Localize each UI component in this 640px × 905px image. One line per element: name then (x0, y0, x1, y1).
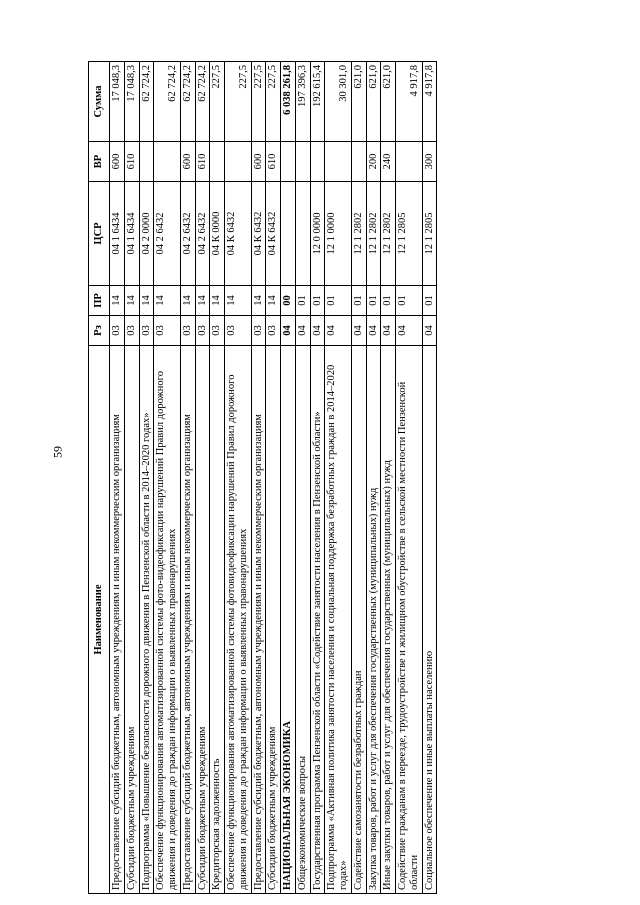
cell-sum: 4 917,8 (422, 62, 437, 142)
cell-name: Содействие гражданам в переезде, трудоустройстве и жилищном обустройстве в сельской местности Пензенской области (396, 346, 423, 894)
cell-rz: 03 (154, 316, 181, 346)
cell-name: Государственная программа Пензенской области «Содействие занятости населения в Пензенской области» (310, 346, 325, 894)
cell-sum: 62 724,2 (195, 62, 210, 142)
cell-pr: 01 (396, 286, 423, 316)
cell-sum: 621,0 (351, 62, 366, 142)
cell-sum: 227,5 (210, 62, 225, 142)
cell-rz: 04 (366, 316, 381, 346)
cell-rz: 04 (325, 316, 352, 346)
cell-name: Содействие самозанятости безработных граждан (351, 346, 366, 894)
cell-pr: 14 (110, 286, 125, 316)
table-row (281, 62, 296, 894)
cell-rz: 03 (110, 316, 125, 346)
cell-csr: 12 1 2805 (396, 182, 423, 286)
table-row (381, 62, 396, 894)
cell-name: НАЦИОНАЛЬНАЯ ЭКОНОМИКА (281, 346, 296, 894)
cell-rz: 03 (180, 316, 195, 346)
cell-vr (225, 142, 252, 182)
table-row (225, 62, 252, 894)
table-row (139, 62, 154, 894)
cell-pr: 01 (295, 286, 310, 316)
cell-pr: 14 (124, 286, 139, 316)
header-name: Наименование (89, 346, 110, 894)
cell-name: Подпрограмма «Активная политика занятости населения и социальная поддержка безработных граждан в 2014–2020 годах» (325, 346, 352, 894)
budget-table-sheet (88, 62, 566, 894)
table-row (110, 62, 125, 894)
cell-name: Общеэкономические вопросы (295, 346, 310, 894)
header-vr: ВР (89, 142, 110, 182)
cell-rz: 04 (396, 316, 423, 346)
cell-rz: 04 (281, 316, 296, 346)
table-row (366, 62, 381, 894)
cell-vr: 300 (422, 142, 437, 182)
cell-rz: 04 (422, 316, 437, 346)
cell-name: Иные закупки товаров, работ и услуг для обеспечения государственных (муниципальных) нужд (381, 346, 396, 894)
cell-csr: 04 К 0000 (210, 182, 225, 286)
table-row (180, 62, 195, 894)
table-header-row (89, 62, 110, 894)
cell-pr: 01 (310, 286, 325, 316)
cell-csr: 04 1 6434 (124, 182, 139, 286)
cell-name: Обеспечение функционирования автоматизированной системы фото-видеофиксации нарушений Правил дорожного движения и доведения до граждан информации о выявленных правонарушениях (154, 346, 181, 894)
cell-sum: 621,0 (366, 62, 381, 142)
cell-vr: 600 (110, 142, 125, 182)
cell-name: Подпрограмма «Повышение безопасности дорожного движения в Пензенской области в 2014–2020 годах» (139, 346, 154, 894)
cell-pr: 14 (139, 286, 154, 316)
cell-vr (210, 142, 225, 182)
cell-vr: 610 (266, 142, 281, 182)
cell-vr (154, 142, 181, 182)
table-row (396, 62, 423, 894)
header-pr: ПР (89, 286, 110, 316)
cell-sum: 17 048,3 (124, 62, 139, 142)
cell-pr: 14 (180, 286, 195, 316)
cell-sum: 62 724,2 (180, 62, 195, 142)
cell-rz: 04 (295, 316, 310, 346)
cell-name: Предоставление субсидий бюджетным, автономным учреждениям и иным некоммерческим организациям (110, 346, 125, 894)
cell-csr: 04 2 6432 (154, 182, 181, 286)
cell-rz: 04 (351, 316, 366, 346)
cell-vr (295, 142, 310, 182)
cell-pr: 01 (422, 286, 437, 316)
cell-vr (396, 142, 423, 182)
cell-csr: 04 К 6432 (266, 182, 281, 286)
cell-csr: 04 К 6432 (251, 182, 266, 286)
header-csr: ЦСР (89, 182, 110, 286)
cell-pr: 00 (281, 286, 296, 316)
cell-csr: 12 1 2802 (366, 182, 381, 286)
cell-rz: 04 (310, 316, 325, 346)
cell-sum: 4 917,8 (396, 62, 423, 142)
cell-vr: 610 (195, 142, 210, 182)
cell-csr: 12 1 2802 (381, 182, 396, 286)
cell-pr: 01 (325, 286, 352, 316)
cell-pr: 14 (251, 286, 266, 316)
cell-sum: 192 615,4 (310, 62, 325, 142)
cell-vr (281, 142, 296, 182)
cell-rz: 03 (124, 316, 139, 346)
cell-sum: 227,5 (225, 62, 252, 142)
cell-name: Субсидии бюджетным учреждениям (195, 346, 210, 894)
table-row (210, 62, 225, 894)
cell-vr (310, 142, 325, 182)
cell-vr: 240 (381, 142, 396, 182)
cell-name: Предоставление субсидий бюджетным, автономным учреждениям и иным некоммерческим организациям (251, 346, 266, 894)
cell-rz: 03 (251, 316, 266, 346)
cell-csr: 12 1 0000 (325, 182, 352, 286)
cell-pr: 14 (266, 286, 281, 316)
cell-name: Предоставление субсидий бюджетным, автономным учреждениям и иным некоммерческим организациям (180, 346, 195, 894)
cell-vr: 600 (180, 142, 195, 182)
cell-name: Кредиторская задолженность (210, 346, 225, 894)
table-row (195, 62, 210, 894)
cell-pr: 01 (381, 286, 396, 316)
cell-sum: 621,0 (381, 62, 396, 142)
cell-csr: 12 0 0000 (310, 182, 325, 286)
cell-sum: 30 301,0 (325, 62, 352, 142)
cell-vr (325, 142, 352, 182)
table-row (154, 62, 181, 894)
cell-rz: 03 (225, 316, 252, 346)
cell-csr (295, 182, 310, 286)
cell-pr: 01 (366, 286, 381, 316)
table-row (266, 62, 281, 894)
cell-vr (139, 142, 154, 182)
cell-pr: 14 (225, 286, 252, 316)
cell-pr: 14 (210, 286, 225, 316)
cell-csr: 12 1 2805 (422, 182, 437, 286)
cell-rz: 03 (139, 316, 154, 346)
header-sum: Сумма (89, 62, 110, 142)
table-row (325, 62, 352, 894)
cell-csr: 04 2 6432 (180, 182, 195, 286)
cell-sum: 227,5 (266, 62, 281, 142)
cell-csr: 04 К 6432 (225, 182, 252, 286)
cell-sum: 62 724,2 (139, 62, 154, 142)
cell-csr: 04 1 6434 (110, 182, 125, 286)
cell-name: Субсидии бюджетным учреждениям (124, 346, 139, 894)
cell-name: Закупка товаров, работ и услуг для обеспечения государственных (муниципальных) нужд (366, 346, 381, 894)
table-row (251, 62, 266, 894)
cell-rz: 03 (195, 316, 210, 346)
cell-name: Обеспечение функционирования автоматизированной системы фотовидеофиксации нарушений Правил дорожного движения и доведения до граждан информации о выявленных правонарушениях (225, 346, 252, 894)
cell-rz: 03 (210, 316, 225, 346)
table-row (124, 62, 139, 894)
budget-table (88, 61, 437, 894)
cell-csr: 04 2 0000 (139, 182, 154, 286)
cell-sum: 227,5 (251, 62, 266, 142)
cell-pr: 14 (154, 286, 181, 316)
cell-vr: 610 (124, 142, 139, 182)
cell-vr (351, 142, 366, 182)
table-row (310, 62, 325, 894)
table-row (295, 62, 310, 894)
cell-sum: 62 724,2 (154, 62, 181, 142)
cell-csr: 04 2 6432 (195, 182, 210, 286)
table-row (422, 62, 437, 894)
table-body (110, 62, 437, 894)
cell-name: Субсидии бюджетным учреждениям (266, 346, 281, 894)
cell-csr: 12 1 2802 (351, 182, 366, 286)
cell-vr: 200 (366, 142, 381, 182)
cell-vr: 600 (251, 142, 266, 182)
table-row (351, 62, 366, 894)
cell-pr: 01 (351, 286, 366, 316)
page-number: 59 (50, 446, 65, 458)
cell-sum: 197 396,3 (295, 62, 310, 142)
cell-pr: 14 (195, 286, 210, 316)
cell-rz: 03 (266, 316, 281, 346)
cell-name: Социальное обеспечение и иные выплаты населению (422, 346, 437, 894)
cell-sum: 6 038 261,8 (281, 62, 296, 142)
cell-sum: 17 048,3 (110, 62, 125, 142)
cell-csr (281, 182, 296, 286)
header-rz: Рз (89, 316, 110, 346)
cell-rz: 04 (381, 316, 396, 346)
